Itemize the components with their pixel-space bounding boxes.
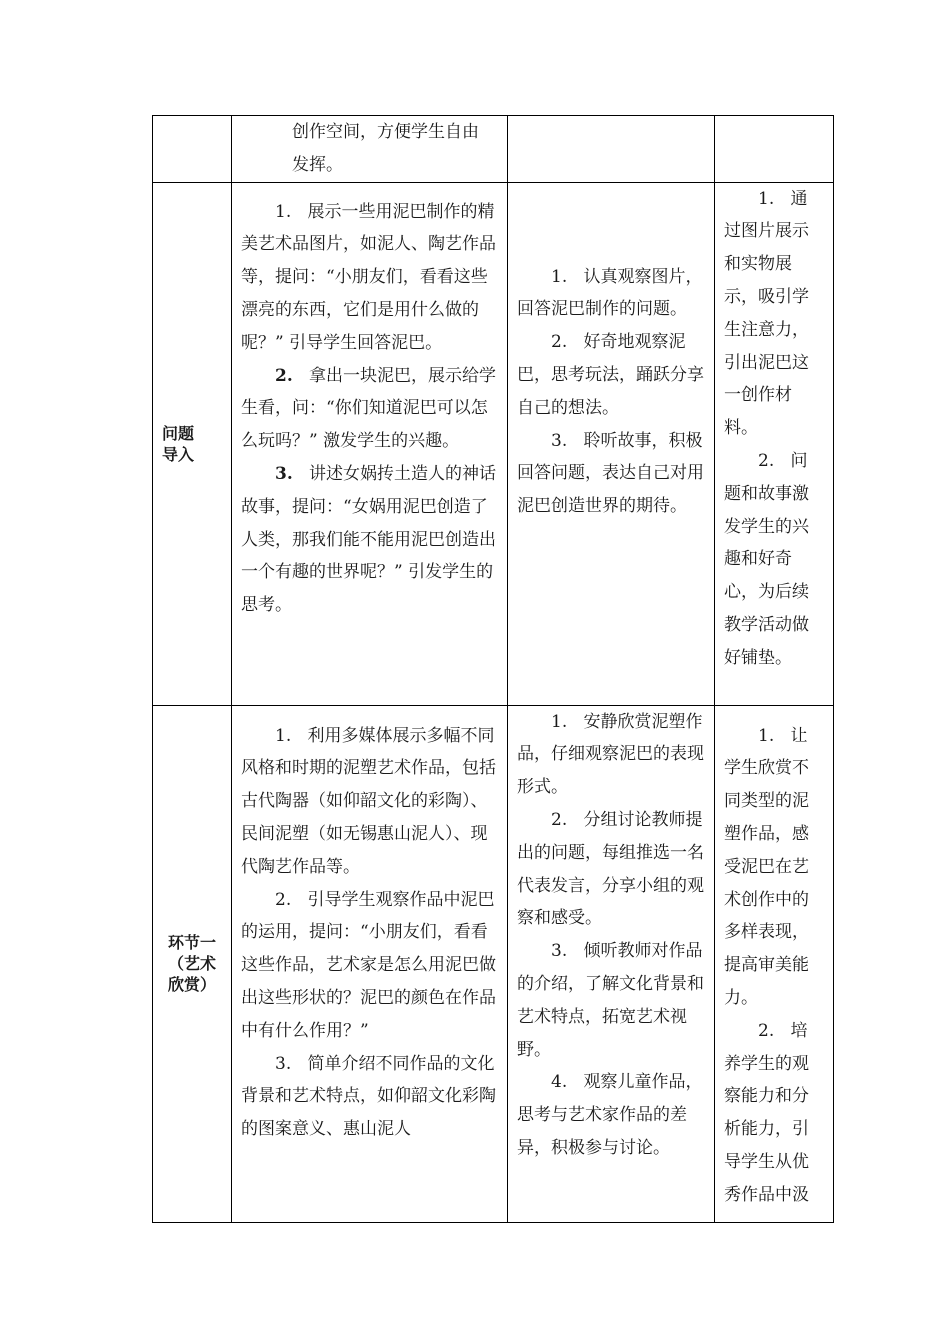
item-text: 分组讨论教师提出的问题，每组推选一名代表发言，分享小组的观察和感受。 — [517, 809, 704, 929]
item-number: 3. — [275, 463, 293, 484]
item-number: 2. — [758, 1020, 775, 1041]
intent-item — [724, 445, 824, 675]
item-number: 2. — [551, 809, 568, 830]
table-row — [153, 705, 834, 1222]
stage-label-line: 问题 — [162, 423, 195, 443]
item-number: 1. — [758, 725, 775, 746]
item-text: 拿出一块泥巴，展示给学生看，问：“你们知道泥巴可以怎么玩吗？” 激发学生的兴趣。 — [241, 365, 496, 452]
student-item — [517, 1066, 705, 1164]
stage-label-line: 欣赏） — [167, 975, 216, 995]
intent-item — [724, 1015, 824, 1212]
item-text: 利用多媒体展示多幅不同风格和时期的泥塑艺术作品，包括古代陶器（如仰韶文化的彩陶）、民间泥塑（如无锡惠山泥人）、现代陶艺作品等。 — [241, 725, 496, 877]
item-text: 让学生欣赏不同类型的泥塑作品，感受泥巴在艺术创作中的多样表现，提高审美能力。 — [724, 725, 809, 1008]
teacher-item — [241, 1048, 498, 1146]
item-number: 2. — [275, 365, 293, 386]
intent-item — [724, 183, 824, 445]
item-number: 1. — [551, 711, 568, 732]
design-intent-cell — [715, 182, 834, 705]
table-row — [153, 182, 834, 705]
student-item — [517, 706, 705, 804]
item-text: 引导学生观察作品中泥巴的运用，提问：“小朋友们，看看这些作品，艺术家是怎么用泥巴做出这些形状的？泥巴的颜色在作品中有什么作用？” — [241, 889, 496, 1041]
student-activity-cell — [508, 705, 715, 1222]
intent-item — [724, 720, 824, 1015]
item-text: 展示一些用泥巴制作的精美艺术品图片，如泥人、陶艺作品等，提问：“小朋友们，看看这些漂亮的东西，它们是用什么做的呢？” 引导学生回答泥巴。 — [241, 201, 496, 353]
stage-label-line: （艺术 — [167, 954, 216, 974]
stage-label-line: 导入 — [162, 444, 195, 464]
teacher-item — [241, 884, 498, 1048]
item-text: 讲述女娲抟土造人的神话故事，提问：“女娲用泥巴创造了人类，那我们能不能用泥巴创造出一个有趣的世界呢？” 引发学生的思考。 — [241, 463, 496, 616]
item-text: 培养学生的观察能力和分析能力，引导学生从优秀作品中汲 — [724, 1020, 809, 1205]
teacher-activity-cell — [232, 116, 508, 183]
item-text: 观察儿童作品，思考与艺术家作品的差异，积极参与讨论。 — [517, 1072, 703, 1158]
item-number: 1. — [758, 188, 775, 209]
item-number: 3. — [275, 1053, 292, 1074]
item-text: 好奇地观察泥巴，思考玩法，踊跃分享自己的想法。 — [517, 332, 704, 418]
teacher-text: 创作空间，方便学生自由发挥。 — [292, 122, 479, 175]
student-item — [517, 804, 705, 935]
item-text: 通过图片展示和实物展示，吸引学生注意力，引出泥巴这一创作材料。 — [724, 188, 809, 439]
stage-label-line: 环节一 — [167, 933, 216, 953]
item-number: 4. — [551, 1072, 568, 1093]
item-number: 2. — [275, 889, 292, 910]
item-number: 3. — [551, 430, 568, 451]
student-activity-cell — [508, 182, 715, 705]
teacher-item — [241, 458, 498, 622]
item-number: 1. — [551, 266, 568, 287]
design-intent-cell — [715, 705, 834, 1222]
item-number: 3. — [551, 941, 568, 962]
teacher-item — [241, 196, 498, 360]
stage-label-cell — [153, 182, 232, 705]
design-intent-cell — [715, 116, 834, 183]
student-activity-cell — [508, 116, 715, 183]
item-number: 2. — [758, 450, 775, 471]
lesson-plan-table — [152, 115, 834, 1223]
item-text: 简单介绍不同作品的文化背景和艺术特点，如仰韶文化彩陶的图案意义、惠山泥人 — [241, 1053, 496, 1140]
teacher-item — [241, 360, 498, 458]
teacher-activity-cell — [232, 705, 508, 1222]
teacher-activity-cell — [232, 182, 508, 705]
table-row — [153, 116, 834, 183]
item-text: 问题和故事激发学生的兴趣和好奇心，为后续教学活动做好铺垫。 — [724, 450, 809, 668]
stage-label-cell — [153, 705, 232, 1222]
item-number: 2. — [551, 332, 568, 353]
item-text: 认真观察图片，回答泥巴制作的问题。 — [517, 266, 703, 320]
student-item — [517, 326, 705, 424]
item-text: 聆听故事，积极回答问题，表达自己对用泥巴创造世界的期待。 — [517, 430, 704, 517]
student-item — [517, 935, 705, 1066]
item-text: 倾听教师对作品的介绍，了解文化背景和艺术特点，拓宽艺术视野。 — [517, 941, 704, 1060]
student-item — [517, 261, 705, 327]
item-text: 安静欣赏泥塑作品，仔细观察泥巴的表现形式。 — [517, 711, 704, 798]
stage-label-cell — [153, 116, 232, 183]
item-number: 1. — [275, 725, 292, 746]
teacher-item — [241, 720, 498, 884]
item-number: 1. — [275, 201, 292, 222]
student-item — [517, 425, 705, 523]
